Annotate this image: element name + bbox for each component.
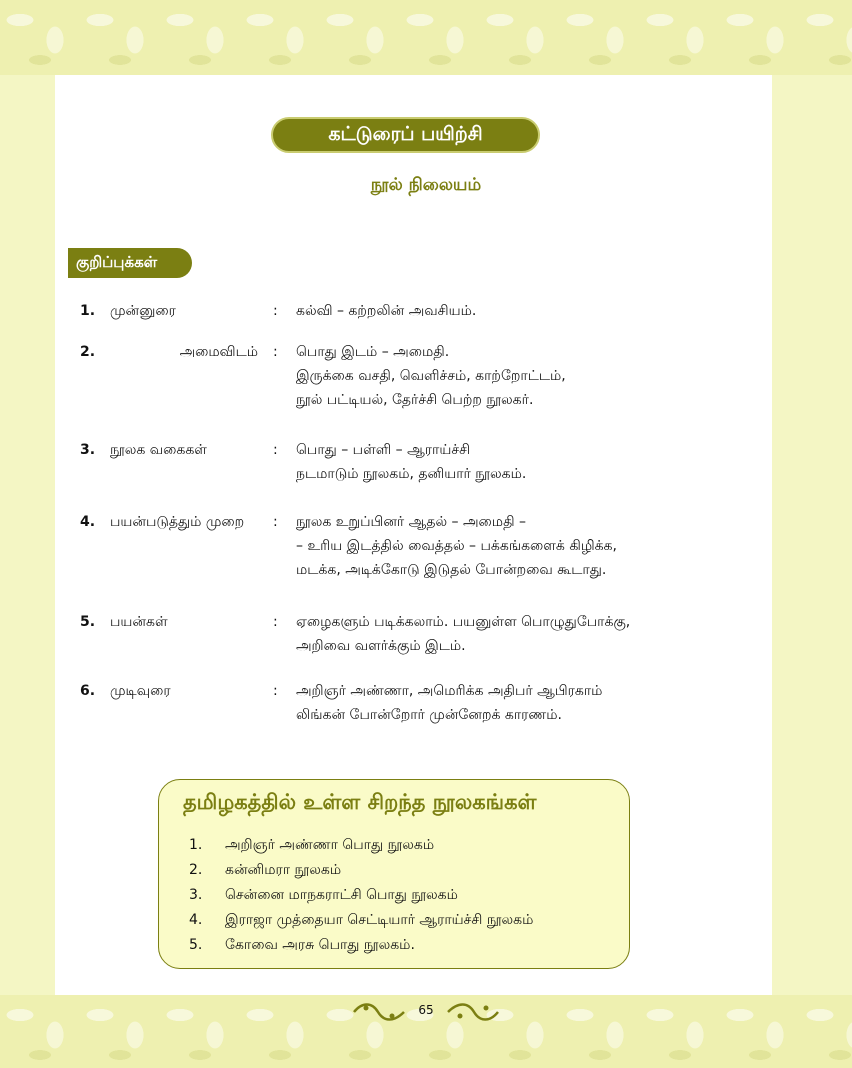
note-line: மடக்க, அடிக்கோடு இடுதல் போன்றவை கூடாது. (296, 562, 607, 578)
library-name: கன்னிமரா நூலகம் (225, 862, 342, 878)
library-number: 4. (189, 912, 203, 928)
note-line: இருக்கை வசதி, வெளிச்சம், காற்றோட்டம், (296, 368, 566, 384)
note-colon: : (273, 683, 278, 699)
page-footer (0, 1000, 852, 1024)
right-ornament-icon (446, 1002, 500, 1022)
note-value (296, 340, 736, 412)
note-value (296, 679, 736, 727)
library-name: சென்னை மாநகராட்சி பொது நூலகம் (225, 887, 458, 903)
note-line: லிங்கன் போன்றோர் முன்னேறக் காரணம். (296, 707, 562, 723)
note-number: 4. (80, 514, 96, 530)
note-value (296, 299, 736, 323)
note-label: முடிவுரை (110, 683, 171, 699)
section-label: குறிப்புக்கள் (68, 248, 192, 278)
note-line: பொது – பள்ளி – ஆராய்ச்சி (296, 442, 471, 458)
page-number: 65 (418, 1003, 434, 1017)
note-colon: : (273, 614, 278, 630)
note-line: ஏழைகளும் படிக்கலாம். பயனுள்ள பொழுதுபோக்கு, (296, 614, 631, 630)
libraries-box-title: தமிழகத்தில் உள்ள சிறந்த நூலகங்கள் (183, 790, 537, 814)
note-label: நூலக வகைகள் (110, 442, 207, 458)
library-name: கோவை அரசு பொது நூலகம். (225, 937, 415, 953)
note-label: பயன்படுத்தும் முறை (110, 514, 245, 530)
note-number: 2. (80, 344, 96, 360)
note-line: நூல் பட்டியல், தேர்ச்சி பெற்ற நூலகர். (296, 392, 534, 408)
note-colon: : (273, 344, 278, 360)
page-title: கட்டுரைப் பயிற்சி (271, 117, 540, 153)
note-number: 6. (80, 683, 96, 699)
note-label: முன்னுரை (110, 303, 176, 319)
note-line: – உரிய இடத்தில் வைத்தல் – பக்கங்களைக் கிழிக்க, (296, 538, 617, 554)
note-number: 1. (80, 303, 96, 319)
libraries-box (158, 779, 630, 969)
note-value (296, 438, 736, 486)
left-margin (0, 75, 55, 995)
note-label: பயன்கள் (110, 614, 168, 630)
note-line: நடமாடும் நூலகம், தனியார் நூலகம். (296, 466, 527, 482)
note-number: 3. (80, 442, 96, 458)
note-line: அறிவை வளர்க்கும் இடம். (296, 638, 466, 654)
note-value (296, 510, 736, 582)
note-label: அமைவிடம் (179, 344, 258, 360)
note-value (296, 610, 736, 658)
library-number: 3. (189, 887, 203, 903)
note-line: அறிஞர் அண்ணா, அமெரிக்க அதிபர் ஆபிரகாம் (296, 683, 603, 699)
note-line: பொது இடம் – அமைதி. (296, 344, 450, 360)
library-name: இராஜா முத்தையா செட்டியார் ஆராய்ச்சி நூலகம் (225, 912, 534, 928)
note-colon: : (273, 442, 278, 458)
note-line: கல்வி – கற்றலின் அவசியம். (296, 303, 477, 319)
page-subtitle: நூல் நிலையம் (370, 175, 482, 195)
library-number: 5. (189, 937, 203, 953)
right-margin (772, 75, 852, 995)
left-ornament-icon (352, 1002, 406, 1022)
note-number: 5. (80, 614, 96, 630)
library-name: அறிஞர் அண்ணா பொது நூலகம் (225, 837, 435, 853)
note-line: நூலக உறுப்பினர் ஆதல் – அமைதி – (296, 514, 526, 530)
library-number: 1. (189, 837, 203, 853)
note-colon: : (273, 514, 278, 530)
note-colon: : (273, 303, 278, 319)
library-number: 2. (189, 862, 203, 878)
top-decorative-band (0, 0, 852, 75)
